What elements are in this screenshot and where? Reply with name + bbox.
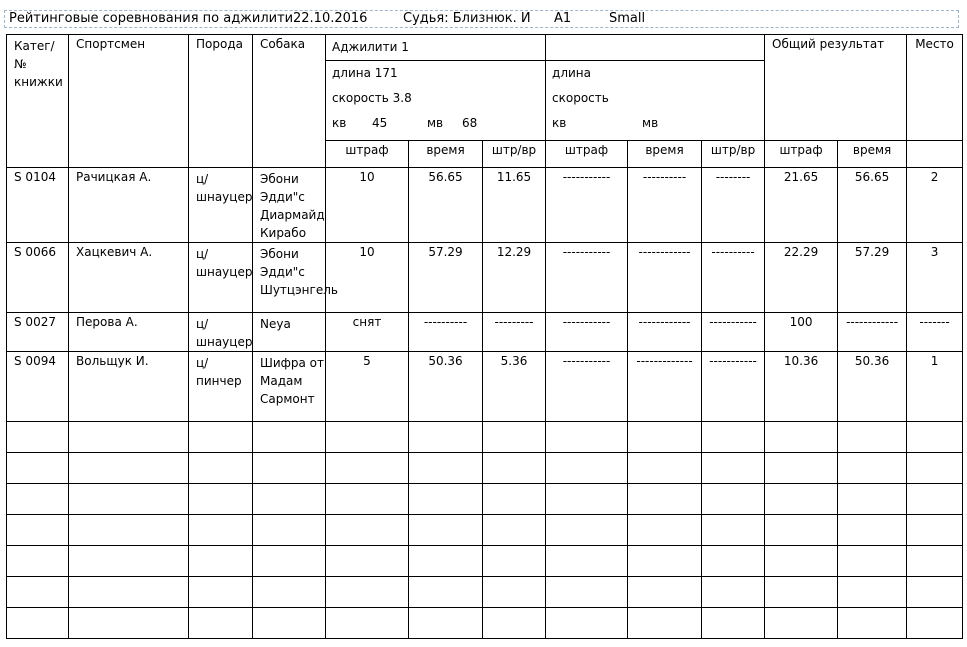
header-category: Катег/ № книжки [7, 35, 69, 168]
cell-breed: ц/пинчер [189, 352, 253, 422]
cell-place: 2 [907, 168, 963, 243]
results-table [6, 34, 963, 639]
empty-row [7, 515, 963, 546]
header-athlete: Спортсмен [69, 35, 189, 168]
cell-run2-time: ------------ [628, 313, 702, 352]
cell-total-penalty: 21.65 [765, 168, 838, 243]
header-run1-pen-time: штр/вр [483, 141, 546, 168]
cell-run1-pen-time: --------- [483, 313, 546, 352]
cell-run2-time: ---------- [628, 168, 702, 243]
header-run1-penalty: штраф [326, 141, 409, 168]
header-run2 [546, 35, 765, 141]
size-category: Small [609, 11, 646, 26]
run1-kv-value: 45 [372, 116, 388, 130]
cell-dog: Эбони Эдди"с Шутцэнгель [253, 243, 326, 313]
header-total-penalty: штраф [765, 141, 838, 168]
cell-total-time: 50.36 [838, 352, 907, 422]
cell-run2-penalty: ----------- [546, 352, 628, 422]
header-breed: Порода [189, 35, 253, 168]
cell-place: 3 [907, 243, 963, 313]
empty-row [7, 608, 963, 639]
header-run1 [326, 35, 546, 141]
run1-title: Аджилити 1 [326, 35, 545, 61]
cell-breed: ц/шнауцер [189, 168, 253, 243]
cell-category: S 0104 [7, 168, 69, 243]
cell-total-penalty: 22.29 [765, 243, 838, 313]
cell-run2-pen-time: ----------- [702, 313, 765, 352]
header-run2-penalty: штраф [546, 141, 628, 168]
empty-row [7, 546, 963, 577]
run1-kv-label: кв [332, 116, 347, 130]
run1-mv-value: 68 [462, 116, 478, 130]
cell-athlete: Перова А. [69, 313, 189, 352]
cell-breed: ц/шнауцер [189, 313, 253, 352]
cell-run1-penalty: 10 [326, 243, 409, 313]
cell-run1-penalty: 5 [326, 352, 409, 422]
header-run1-time: время [409, 141, 483, 168]
table-row [7, 243, 963, 313]
cell-category: S 0027 [7, 313, 69, 352]
cell-run1-penalty: снят [326, 313, 409, 352]
cell-total-penalty: 100 [765, 313, 838, 352]
cell-run2-penalty: ----------- [546, 168, 628, 243]
cell-dog: Эбони Эдди"с Диармайд Кирабо [253, 168, 326, 243]
header-total-time: время [838, 141, 907, 168]
cell-category: S 0094 [7, 352, 69, 422]
header-total: Общий результат [765, 35, 907, 141]
cell-place: 1 [907, 352, 963, 422]
table-row [7, 168, 963, 243]
cell-run2-penalty: ----------- [546, 243, 628, 313]
cell-run2-penalty: ----------- [546, 313, 628, 352]
cell-run2-pen-time: -------- [702, 168, 765, 243]
cell-athlete: Вольщук И. [69, 352, 189, 422]
header-run2-time: время [628, 141, 702, 168]
cell-total-time: 57.29 [838, 243, 907, 313]
protocol-header [4, 10, 959, 28]
empty-row [7, 422, 963, 453]
run2-speed: скорость [552, 91, 609, 105]
table-row [7, 352, 963, 422]
cell-category: S 0066 [7, 243, 69, 313]
cell-run1-time: 56.65 [409, 168, 483, 243]
run1-length: длина 171 [332, 66, 398, 80]
competition-class: A1 [554, 11, 572, 26]
empty-row [7, 577, 963, 608]
cell-total-time: 56.65 [838, 168, 907, 243]
cell-run2-time: ------------ [628, 243, 702, 313]
cell-total-penalty: 10.36 [765, 352, 838, 422]
competition-title: Рейтинговые соревнования по аджилити [9, 11, 294, 26]
header-run2-pen-time: штр/вр [702, 141, 765, 168]
cell-athlete: Рачицкая А. [69, 168, 189, 243]
cell-run1-pen-time: 12.29 [483, 243, 546, 313]
judge-name: Судья: Близнюк. И [403, 11, 531, 26]
cell-dog: Neya [253, 313, 326, 352]
run2-mv-label: мв [642, 116, 659, 130]
competition-date: 22.10.2016 [293, 11, 368, 26]
run1-mv-label: мв [427, 116, 444, 130]
run1-speed: скорость 3.8 [332, 91, 412, 105]
run2-kv-label: кв [552, 116, 567, 130]
cell-run1-penalty: 10 [326, 168, 409, 243]
cell-place: ------- [907, 313, 963, 352]
cell-athlete: Хацкевич А. [69, 243, 189, 313]
run1-course-times [326, 111, 545, 136]
header-dog: Собака [253, 35, 326, 168]
table-row [7, 313, 963, 352]
run2-course-times [546, 111, 764, 136]
empty-row [7, 484, 963, 515]
cell-breed: ц/шнауцер [189, 243, 253, 313]
cell-run1-time: 57.29 [409, 243, 483, 313]
cell-run2-time: ------------- [628, 352, 702, 422]
cell-run1-time: 50.36 [409, 352, 483, 422]
cell-run1-pen-time: 11.65 [483, 168, 546, 243]
cell-run1-pen-time: 5.36 [483, 352, 546, 422]
run2-length: длина [552, 66, 591, 80]
cell-run1-time: ---------- [409, 313, 483, 352]
header-place: Место [907, 35, 963, 141]
cell-run2-pen-time: ----------- [702, 352, 765, 422]
empty-row [7, 453, 963, 484]
cell-dog: Шифра от Мадам Сармонт [253, 352, 326, 422]
cell-total-time: ------------ [838, 313, 907, 352]
cell-run2-pen-time: ---------- [702, 243, 765, 313]
